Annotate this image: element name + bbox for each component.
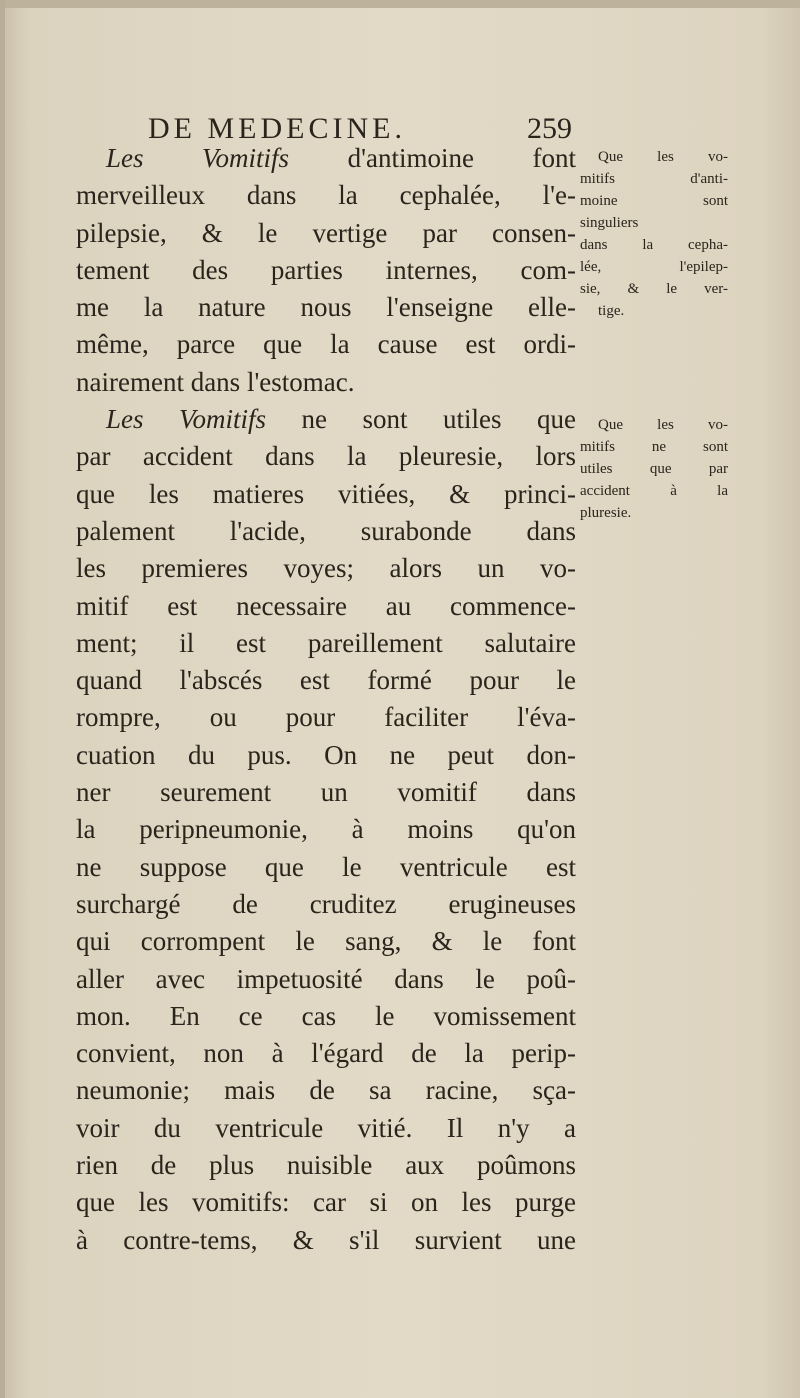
text-line: palement l'acide, surabonde dans [76,515,576,546]
text-line: à contre-tems, & s'il survient une [76,1224,576,1255]
text-line: rien de plus nuisible aux poûmons [76,1150,576,1181]
text-line: que les vomitifs: car si on les purge [76,1187,576,1218]
text-line: la peripneumonie, à moins qu'on [76,814,576,845]
margin-note-line: accident à la [580,483,728,499]
page-binding-edge [0,0,5,1398]
line-rest: d'antimoine font [289,143,576,173]
text-line: voir du ventricule vitié. Il n'y a [76,1112,576,1143]
text-line: ner seurement un vomitif dans [76,777,576,808]
page-number: 259 [527,112,572,145]
margin-note-pleurisy [580,414,728,524]
text-line [76,140,576,177]
text-line: me la nature nous l'enseigne elle- [76,292,576,323]
margin-note-line: mitifs d'anti- [580,171,728,187]
text-line [76,401,576,438]
text-line: convient, non à l'égard de la perip- [76,1038,576,1069]
text-line: que les matieres vitiées, & princi- [76,478,576,509]
text-line: merveilleux dans la cephalée, l'e- [76,180,576,211]
margin-note-line: sie, & le ver- [580,281,728,297]
margin-note-line: utiles que par [580,461,728,477]
italic-phrase: Les Vomitifs [106,143,290,173]
margin-note-line: Que les vo- [598,149,728,165]
text-line: rompre, ou pour faciliter l'éva- [76,702,576,733]
text-line: les premieres voyes; alors un vo- [76,553,576,584]
text-line: surchargé de cruditez erugineuses [76,888,576,919]
text-line: neumonie; mais de sa racine, sça- [76,1075,576,1106]
margin-note-line: mitifs ne sont [580,439,728,455]
text-line: mitif est necessaire au commence- [76,590,576,621]
margin-note-line: lée, l'epilep- [580,259,728,275]
italic-phrase: Les Vomitifs [106,404,267,435]
margin-note-line: Que les vo- [598,417,728,433]
text-line: qui corrompent le sang, & le font [76,926,576,957]
text-line: cuation du pus. On ne peut don- [76,739,576,770]
page-top-edge [0,0,800,8]
text-line: mon. En ce cas le vomissement [76,1000,576,1031]
text-line: nairement dans l'estomac. [76,366,355,397]
text-line: quand l'abscés est formé pour le [76,665,576,696]
text-line: ment; il est pareillement salutaire [76,627,576,658]
text-line: ne suppose que le ventricule est [76,851,576,882]
text-line: aller avec impetuosité dans le poû- [76,963,576,994]
text-line: par accident dans la pleuresie, lors [76,441,576,472]
margin-note-line: dans la cepha- [580,237,728,253]
line-rest: ne sont utiles que [266,404,576,435]
text-line: tement des parties internes, com- [76,254,576,285]
margin-note-line: tige. [598,303,625,319]
text-line: même, parce que la cause est ordi- [76,329,576,360]
main-text [76,140,576,1259]
margin-note-line: moine sont [580,193,728,209]
margin-note-line: singuliers [580,215,639,231]
margin-note-emetics-head [580,146,728,322]
running-title: DE MEDECINE. [148,112,406,145]
text-line: pilepsie, & le vertige par consen- [76,217,576,248]
margin-note-line: pluresie. [580,505,632,521]
